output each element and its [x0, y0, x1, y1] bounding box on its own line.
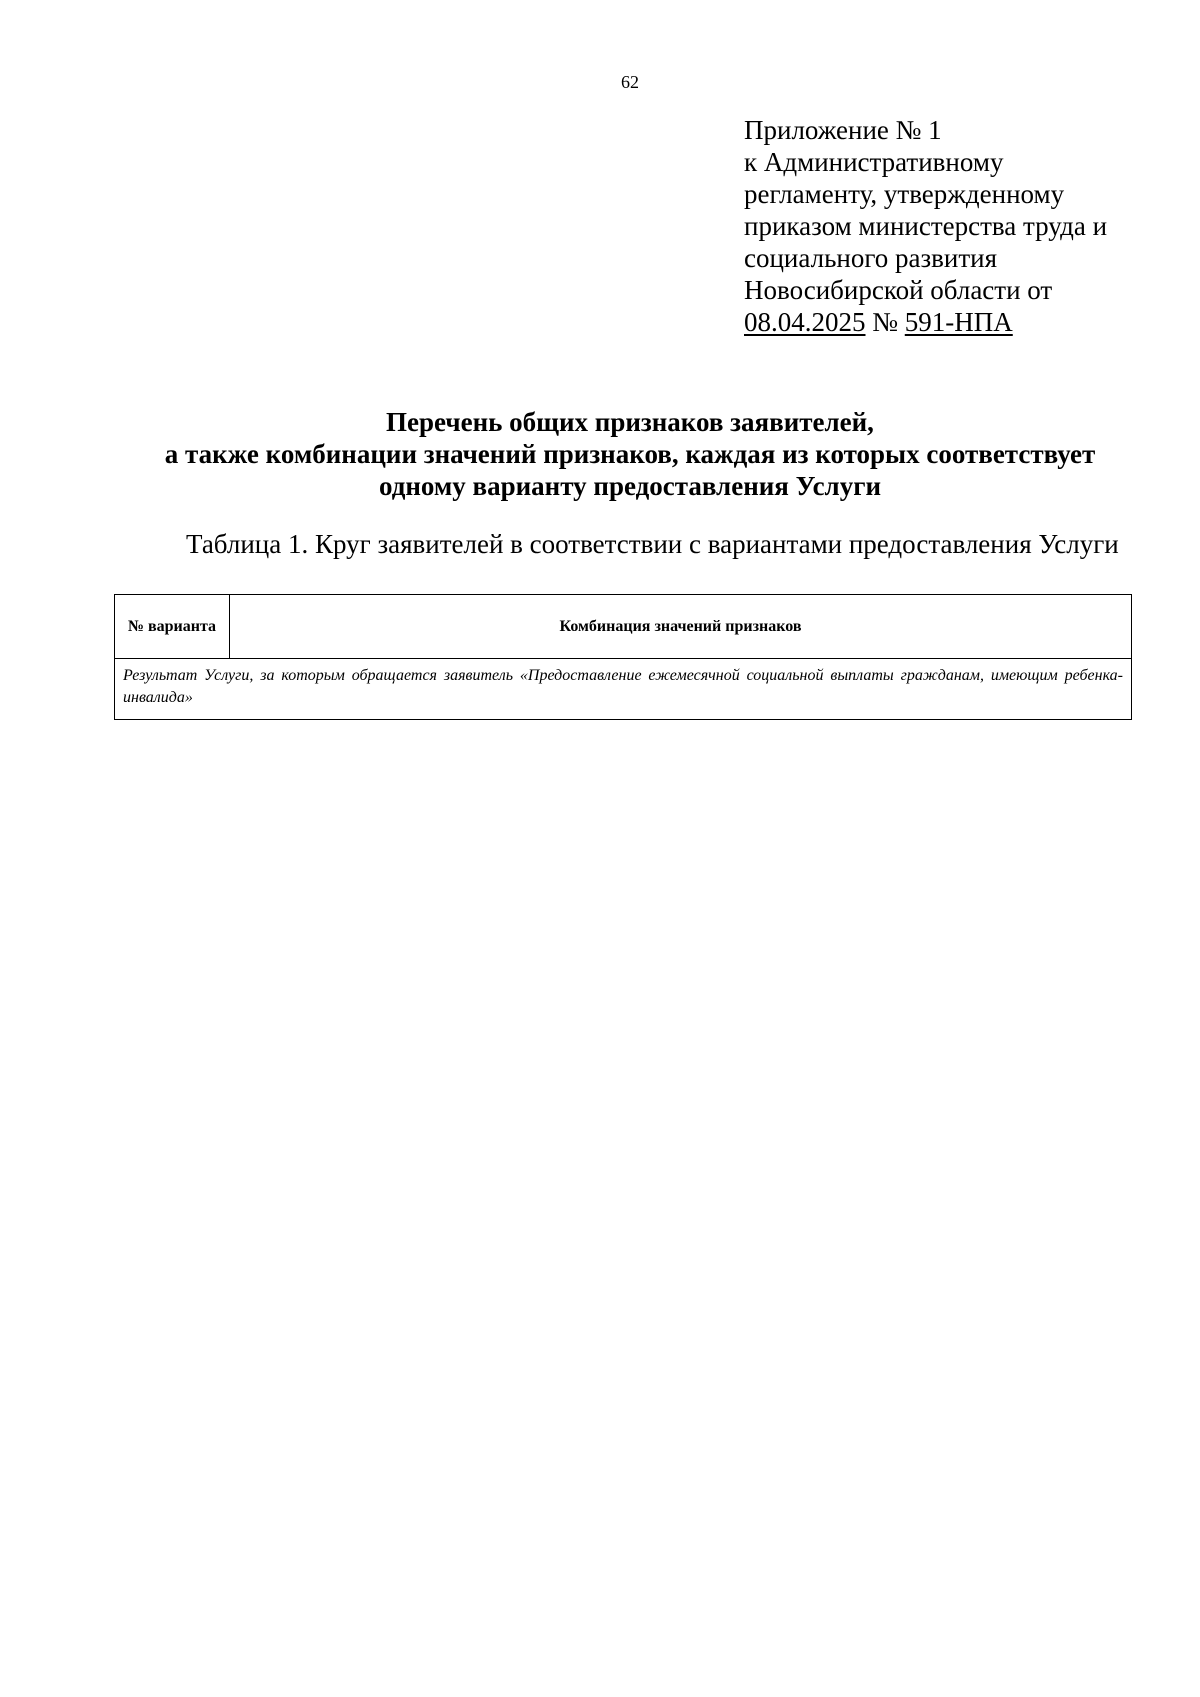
appendix-line: Новосибирской области от — [744, 275, 1053, 305]
title-line: Перечень общих признаков заявителей, — [386, 407, 874, 437]
appendix-line: приказом министерства труда и — [744, 211, 1108, 241]
number-sign: № — [872, 307, 899, 337]
order-date: 08.04.2025 — [744, 307, 866, 337]
service-result-cell: Результат Услуги, за которым обращается заявитель «Предоставление ежемесячной социальной выплаты гражданам, имеющим ребенка-инвалида» — [115, 659, 1132, 720]
title-line: одному варианту предоставления Услуги — [378, 471, 882, 501]
appendix-line: Приложение № 1 — [744, 115, 942, 145]
appendix-date-line — [744, 306, 1164, 338]
header-combination: Комбинация значений признаков — [230, 595, 1132, 659]
appendix-line: социального развития — [744, 243, 998, 273]
applicants-table — [114, 594, 1132, 720]
document-title — [100, 406, 1160, 502]
appendix-block — [744, 114, 1164, 338]
header-variant-number: № варианта — [115, 595, 230, 659]
appendix-line: к Административному — [744, 147, 1004, 177]
table-caption: Таблица 1. Круг заявителей в соответствии с вариантами предоставления Услуги — [186, 529, 1119, 559]
table-header-row — [115, 595, 1132, 659]
order-number: 591-НПА — [904, 307, 1013, 337]
appendix-line: регламенту, утвержденному — [744, 179, 1065, 209]
page-number: 62 — [621, 72, 639, 92]
table-row — [115, 659, 1132, 720]
title-line: а также комбинации значений признаков, каждая из которых соответствует — [164, 439, 1096, 469]
